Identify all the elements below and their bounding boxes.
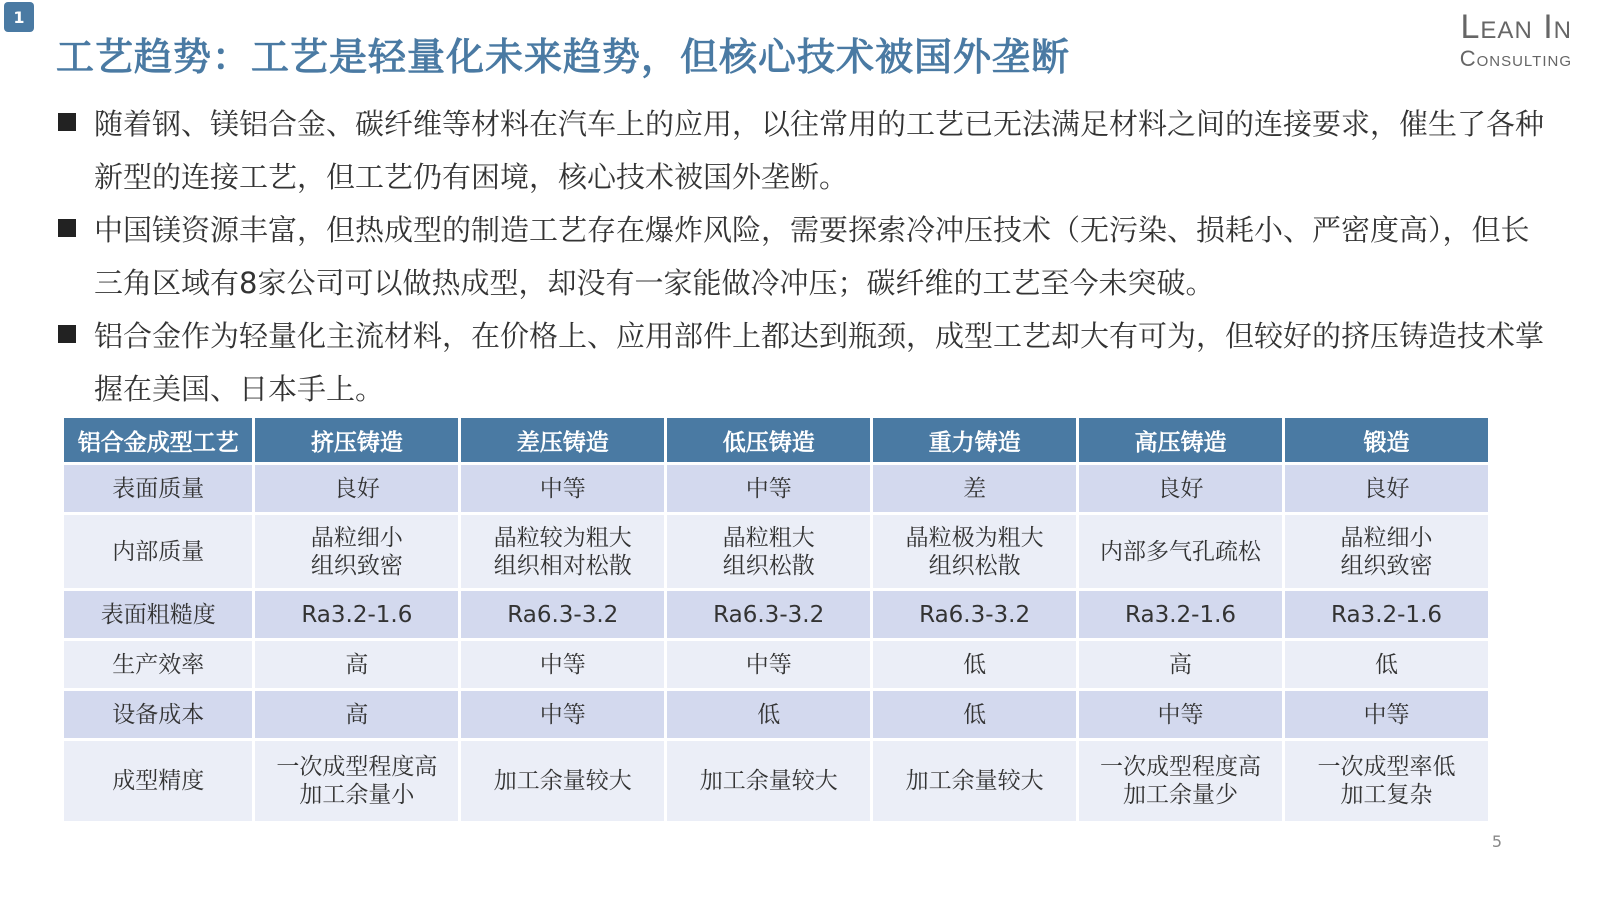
bullet-text: 随着钢、镁铝合金、碳纤维等材料在汽车上的应用，以往常用的工艺已无法满足材料之间的连接要求，催生了各种新型的连接工艺，但工艺仍有困境，核心技术被国外垄断。 — [94, 107, 1545, 194]
table-cell: Ra6.3-3.2 — [873, 591, 1076, 638]
table-cell: 良好 — [1079, 465, 1282, 512]
table-cell: 中等 — [667, 641, 870, 688]
table-row-label: 设备成本 — [64, 691, 252, 738]
table-cell: Ra6.3-3.2 — [461, 591, 664, 638]
table-header-cell: 挤压铸造 — [255, 418, 458, 462]
table-cell: 中等 — [1079, 691, 1282, 738]
table-cell: Ra6.3-3.2 — [667, 591, 870, 638]
slide-number-badge: 1 — [4, 2, 34, 32]
table-cell: 高 — [1079, 641, 1282, 688]
table-row — [64, 465, 1488, 512]
bullet-text: 中国镁资源丰富，但热成型的制造工艺存在爆炸风险，需要探索冷冲压技术（无污染、损耗小、严密度高），但长三角区域有8家公司可以做热成型，却没有一家能做冷冲压；碳纤维的工艺至今未突破。 — [94, 213, 1530, 300]
table-row-label: 内部质量 — [64, 515, 252, 588]
table-cell: 一次成型率低 加工复杂 — [1285, 741, 1488, 821]
square-bullet-icon — [58, 325, 76, 343]
table-cell: 良好 — [1285, 465, 1488, 512]
page-number: 5 — [1491, 832, 1502, 851]
table-body — [64, 465, 1488, 821]
table-cell: 加工余量较大 — [873, 741, 1076, 821]
table-cell: 中等 — [667, 465, 870, 512]
table-header-cell: 差压铸造 — [461, 418, 664, 462]
bullet-item — [56, 98, 1546, 204]
square-bullet-icon — [58, 113, 76, 131]
table-cell: 一次成型程度高 加工余量少 — [1079, 741, 1282, 821]
table-row-label: 表面质量 — [64, 465, 252, 512]
table-cell: 高 — [255, 641, 458, 688]
table-row — [64, 515, 1488, 588]
table-header-cell: 锻造 — [1285, 418, 1488, 462]
table-cell: 差 — [873, 465, 1076, 512]
table-cell: 中等 — [461, 641, 664, 688]
table-row — [64, 641, 1488, 688]
table-cell: 晶粒极为粗大 组织松散 — [873, 515, 1076, 588]
slide-title: 工艺趋势：工艺是轻量化未来趋势，但核心技术被国外垄断 — [56, 35, 1071, 79]
table-cell: Ra3.2-1.6 — [255, 591, 458, 638]
table-header-cell: 低压铸造 — [667, 418, 870, 462]
table-row-label: 表面粗糙度 — [64, 591, 252, 638]
bullet-text: 铝合金作为轻量化主流材料，在价格上、应用部件上都达到瓶颈，成型工艺却大有可为，但较好的挤压铸造技术掌握在美国、日本手上。 — [94, 319, 1545, 406]
table-header-cell: 重力铸造 — [873, 418, 1076, 462]
table-row — [64, 741, 1488, 821]
table-cell: 低 — [1285, 641, 1488, 688]
table-cell: 晶粒细小 组织致密 — [255, 515, 458, 588]
table-row — [64, 591, 1488, 638]
process-comparison-table — [61, 415, 1491, 824]
table-row — [64, 691, 1488, 738]
table-cell: 高 — [255, 691, 458, 738]
table-cell: 中等 — [461, 691, 664, 738]
table-row-label: 生产效率 — [64, 641, 252, 688]
table-cell: Ra3.2-1.6 — [1079, 591, 1282, 638]
table-cell: Ra3.2-1.6 — [1285, 591, 1488, 638]
table-cell: 低 — [667, 691, 870, 738]
process-comparison-table-wrapper — [64, 418, 1494, 821]
table-header-row — [64, 418, 1488, 462]
company-logo — [1460, 10, 1572, 70]
table-cell: 加工余量较大 — [461, 741, 664, 821]
bullet-list — [56, 98, 1546, 416]
table-cell: 内部多气孔疏松 — [1079, 515, 1282, 588]
table-cell: 晶粒粗大 组织松散 — [667, 515, 870, 588]
bullet-item — [56, 310, 1546, 416]
table-cell: 良好 — [255, 465, 458, 512]
table-cell: 中等 — [461, 465, 664, 512]
table-cell: 一次成型程度高 加工余量小 — [255, 741, 458, 821]
bullet-item — [56, 204, 1546, 310]
logo-line-1: Lean In — [1460, 8, 1572, 46]
table-row-label: 成型精度 — [64, 741, 252, 821]
table-cell: 低 — [873, 691, 1076, 738]
table-cell: 加工余量较大 — [667, 741, 870, 821]
table-header-cell: 铝合金成型工艺 — [64, 418, 252, 462]
table-cell: 晶粒较为粗大 组织相对松散 — [461, 515, 664, 588]
logo-line-2: Consulting — [1459, 46, 1572, 71]
table-cell: 低 — [873, 641, 1076, 688]
table-header-cell: 高压铸造 — [1079, 418, 1282, 462]
table-cell: 晶粒细小 组织致密 — [1285, 515, 1488, 588]
table-cell: 中等 — [1285, 691, 1488, 738]
square-bullet-icon — [58, 219, 76, 237]
